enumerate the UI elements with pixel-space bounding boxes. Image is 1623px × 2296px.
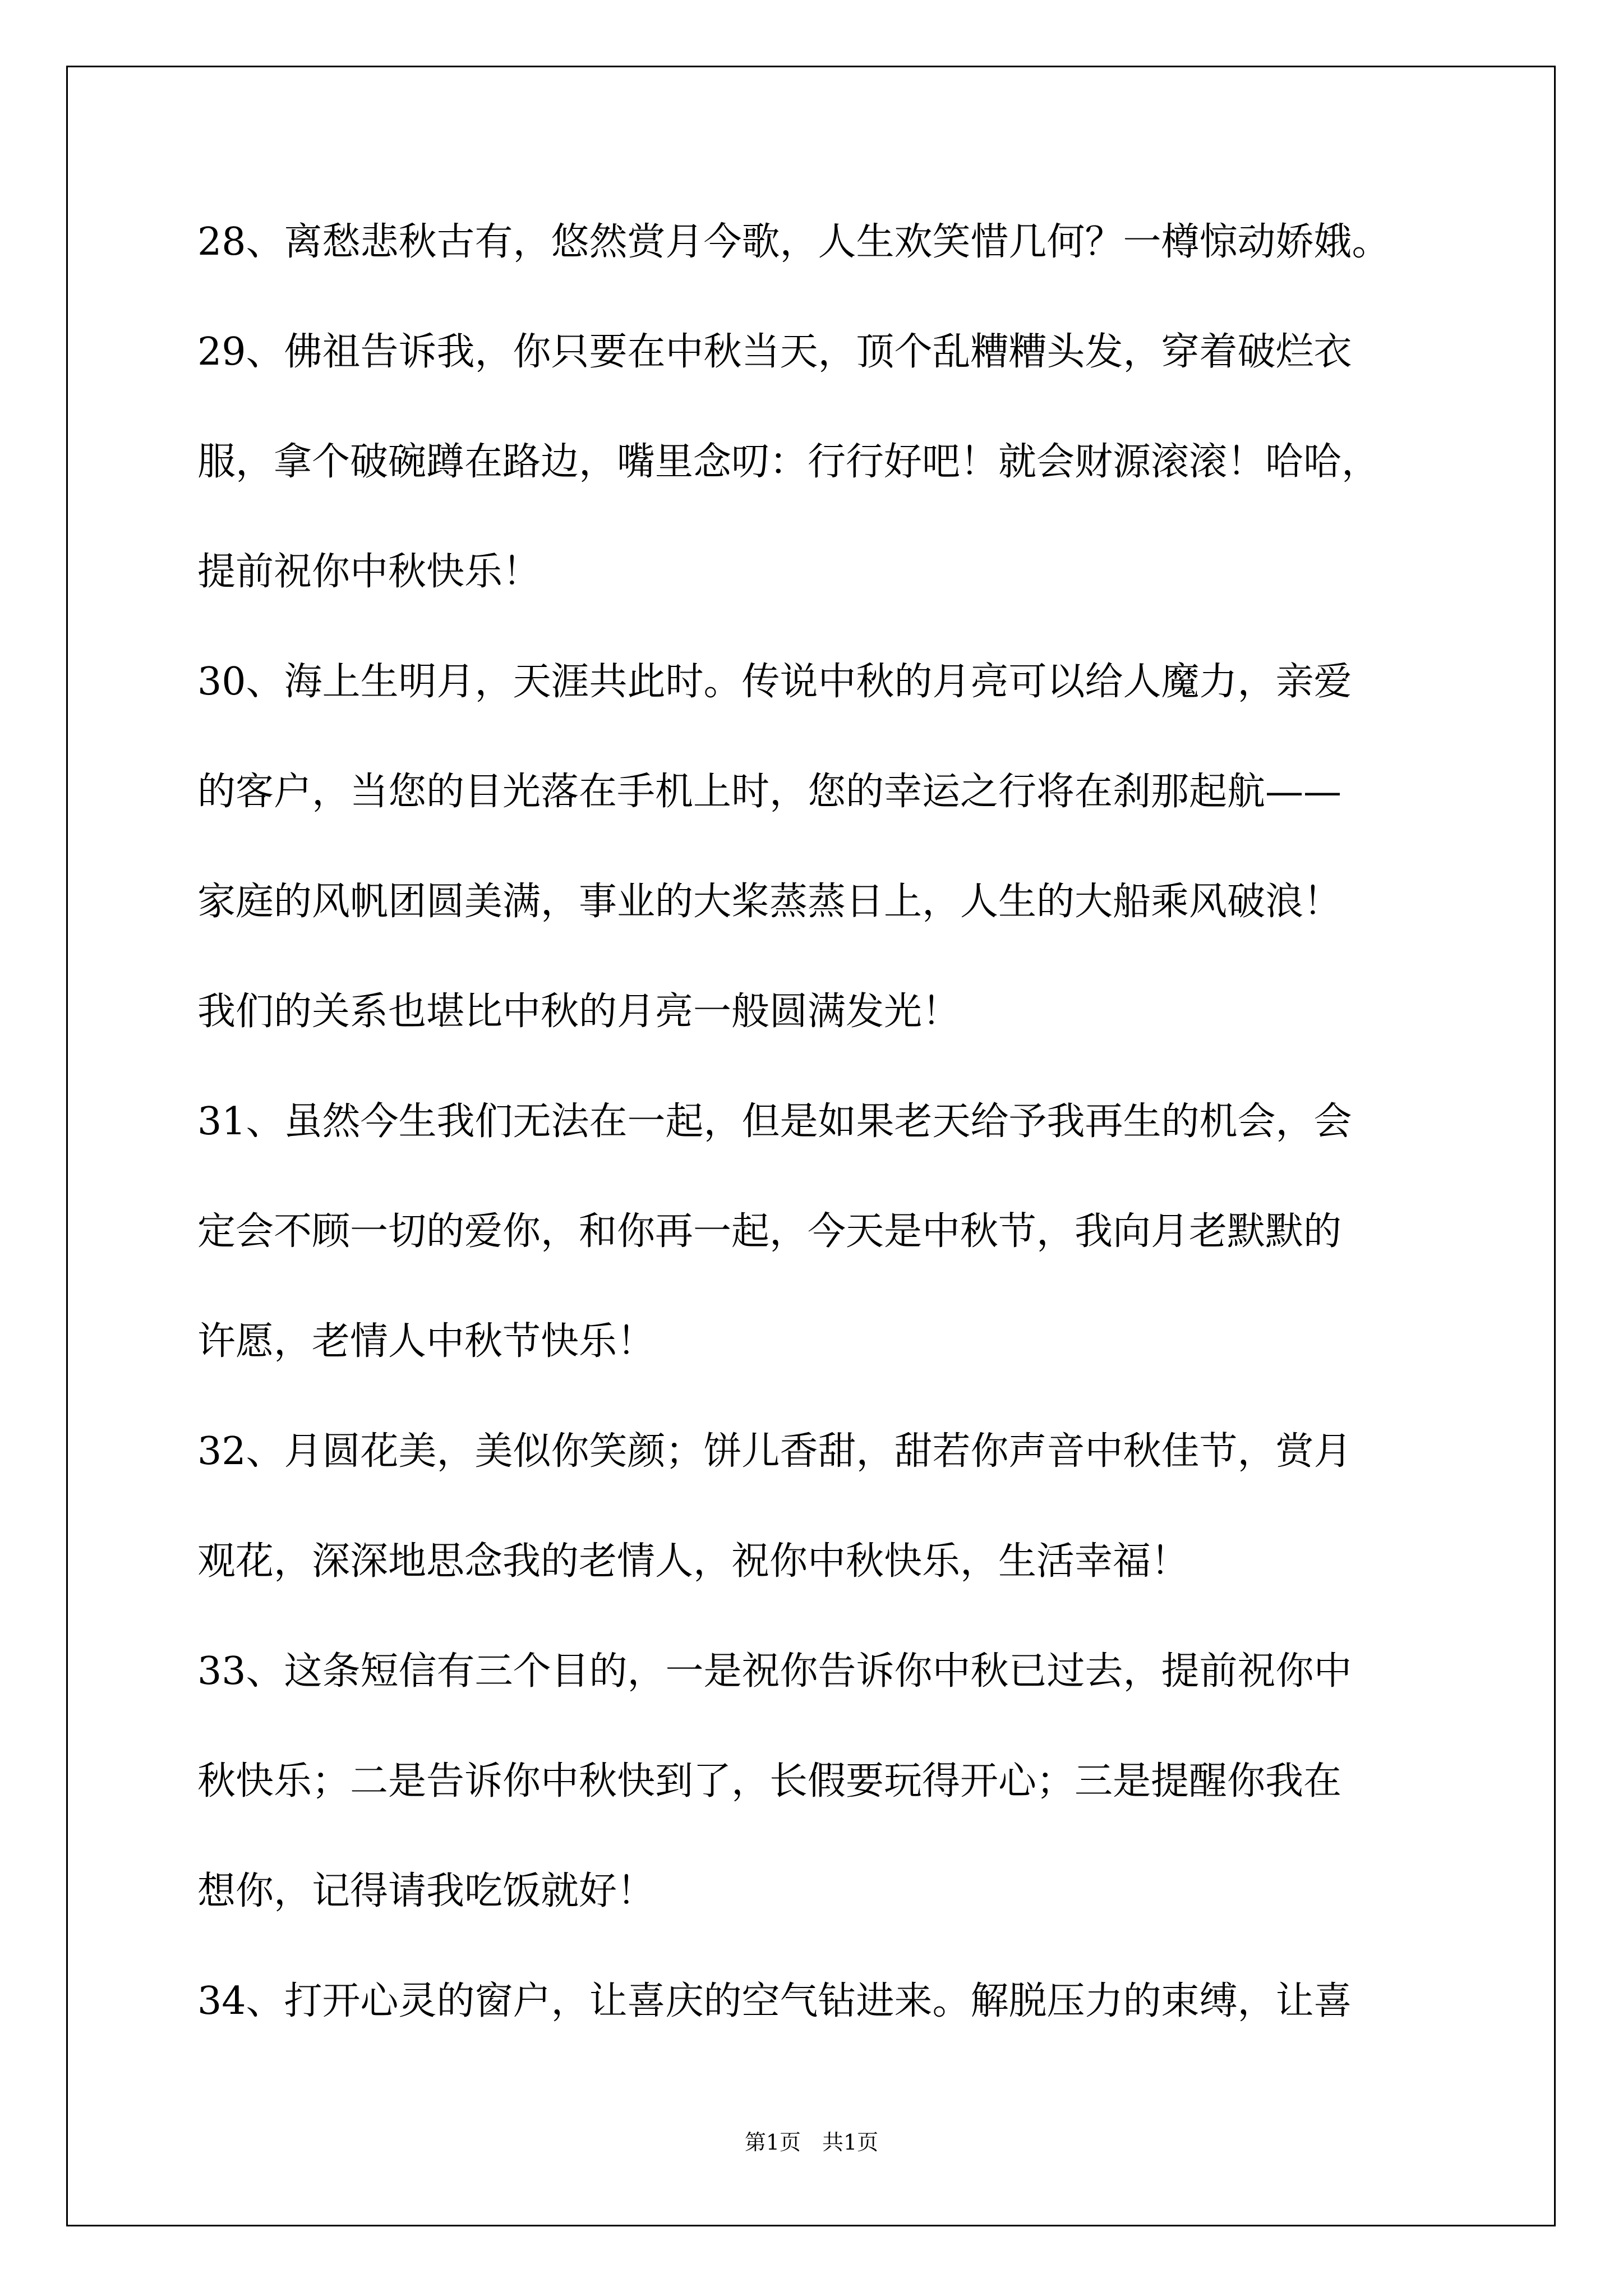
text-line: 许愿，老情人中秋节快乐！ [197, 1319, 656, 1364]
text-line: 28、离愁悲秋古有，悠然赏月今歌，人生欢笑惜几何？一樽惊动娇娥。 [197, 220, 1390, 264]
text-line: 31、虽然今生我们无法在一起，但是如果老天给予我再生的机会，会 [197, 1099, 1352, 1144]
text-line: 提前祝你中秋快乐！ [197, 550, 541, 594]
text-line: 30、海上生明月，天涯共此时。传说中秋的月亮可以给人魔力，亲爱 [197, 660, 1352, 704]
text-line: 想你，记得请我吃饭就好！ [197, 1869, 656, 1913]
page-footer: 第1页 共1页 [744, 2130, 879, 2155]
text-line: 我们的关系也堪比中秋的月亮一般圆满发光！ [197, 990, 961, 1034]
text-line: 33、这条短信有三个目的，一是祝你告诉你中秋已过去，提前祝你中 [197, 1649, 1352, 1694]
text-line: 定会不顾一切的爱你，和你再一起，今天是中秋节，我向月老默默的 [197, 1209, 1342, 1254]
text-line: 29、佛祖告诉我，你只要在中秋当天，顶个乱糟糟头发，穿着破烂衣 [197, 330, 1352, 374]
text-line: 秋快乐；二是告诉你中秋快到了，长假要玩得开心；三是提醒你我在 [197, 1759, 1342, 1803]
text-line: 34、打开心灵的窗户，让喜庆的空气钻进来。解脱压力的束缚，让喜 [197, 1979, 1352, 2023]
text-line: 的客户，当您的目光落在手机上时，您的幸运之行将在刹那起航—— [197, 770, 1342, 814]
text-line: 32、月圆花美，美似你笑颜；饼儿香甜，甜若你声音中秋佳节，赏月 [197, 1429, 1352, 1474]
text-line: 家庭的风帆团圆美满，事业的大桨蒸蒸日上，人生的大船乘风破浪！ [197, 880, 1342, 924]
text-line: 服，拿个破碗蹲在路边，嘴里念叨：行行好吧！就会财源滚滚！哈哈， [197, 440, 1380, 484]
text-line: 观花，深深地思念我的老情人，祝你中秋快乐，生活幸福！ [197, 1539, 1189, 1584]
